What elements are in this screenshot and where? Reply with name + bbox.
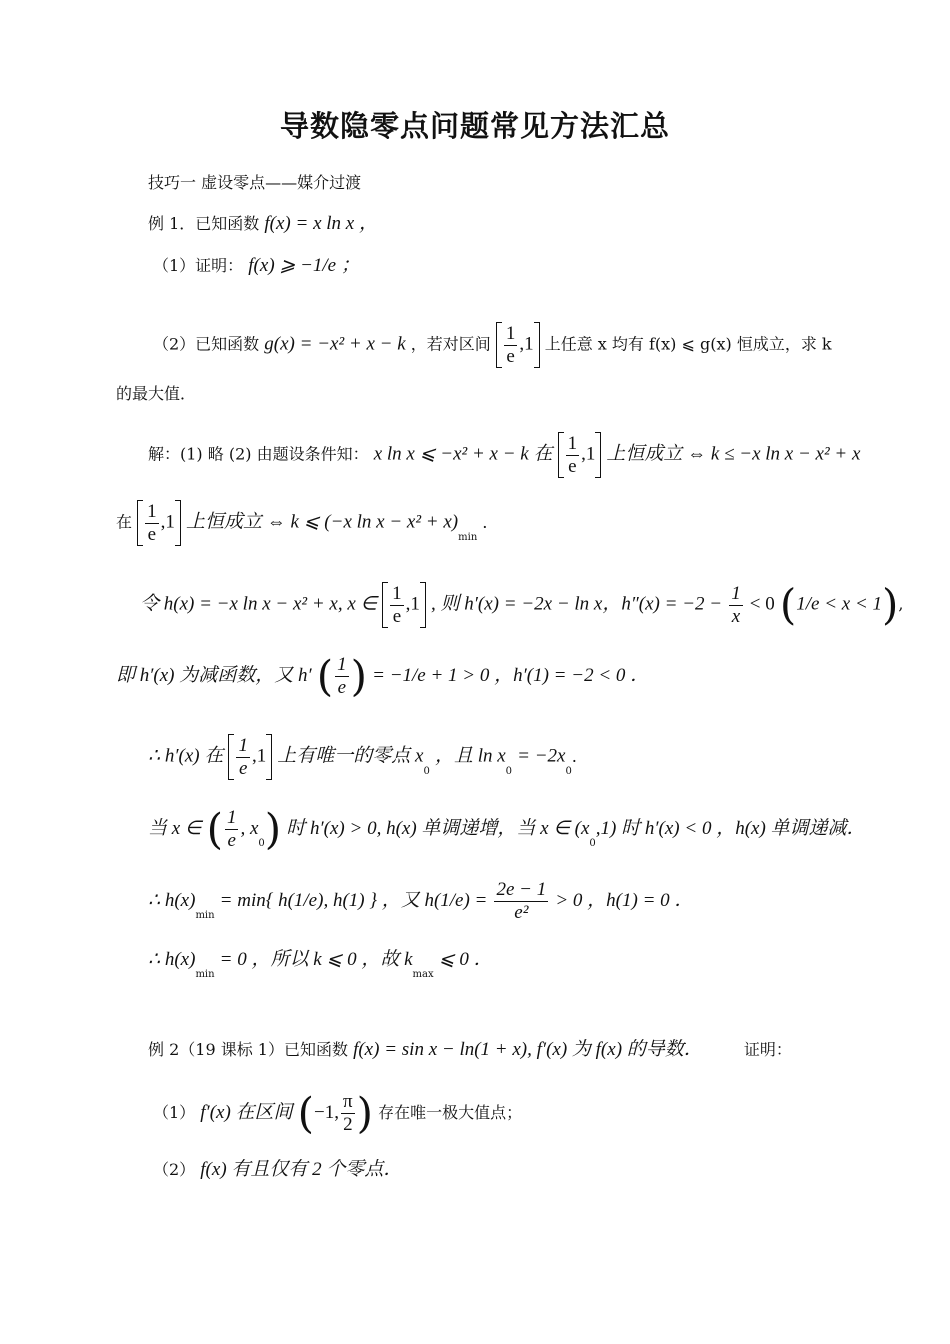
in-label: 在 [116, 512, 133, 532]
interval-bracket-left [558, 432, 564, 478]
interval-upper: ,1 [519, 333, 534, 355]
when-x-in: 当 x ∈ [148, 817, 202, 839]
example1-part1 [153, 256, 360, 275]
example2-formula: f(x) = sin x − ln(1 + x), f′(x) 为 f(x) 的导数． [353, 1039, 703, 1060]
subscript-0: 0 [589, 837, 596, 849]
therefore-statement: ∴ h′(x) 在 [148, 745, 224, 767]
fraction-1-over-e: $\frac{1}{e}$ [337, 654, 347, 698]
equals-2x0: = −2x [517, 745, 566, 767]
example2-intro [148, 1040, 792, 1059]
paren-right: ) [264, 804, 282, 854]
min-expression: 上恒成立 ⇔ k ⩽ (−x ln x − x² + x) [185, 511, 459, 533]
part2-text: f(x) 有且仅有 2 个零点． [200, 1159, 403, 1180]
h-min: ∴ h(x) [148, 949, 196, 970]
h-derivatives: , 则 h′(x) = −2x − ln x，h″(x) = −2 − [431, 593, 723, 615]
derivative-values: = −1/e + 1 > 0 ，h′(1) = −2 < 0 ． [372, 664, 650, 686]
fraction-1-over-e: $\frac{1}{e}$ [505, 322, 516, 367]
paren-left: ( [316, 651, 334, 701]
interval-bracket-left [496, 322, 502, 368]
part1-text: f′(x) 在区间 [200, 1101, 293, 1123]
example2-part2 [153, 1160, 402, 1179]
paren-right: ) [356, 1088, 373, 1138]
interval-bracket-left [137, 500, 143, 546]
fraction-1-over-e: $\frac{1}{e}$ [567, 432, 578, 477]
part1-label: （1） [153, 1102, 196, 1122]
section-heading: 技巧一 虚设零点——媒介过渡 [148, 173, 362, 192]
interval-bracket-left [382, 582, 388, 628]
period: ． [571, 746, 588, 766]
part2-interval-text: ，若对区间 [410, 334, 491, 354]
interval-bracket-right [595, 432, 601, 478]
solution-line-8 [148, 949, 493, 980]
interval-lower: −1, [314, 1101, 340, 1123]
subscript-0: 0 [258, 837, 265, 849]
max-subscript: max [412, 969, 434, 980]
interval-bracket-left [228, 734, 234, 780]
part2-label: （2） [153, 1160, 196, 1179]
interval-bracket-right [420, 582, 426, 628]
solution-equivalence: 上恒成立 ⇔ k ≤ −x ln x − x² + x [606, 443, 861, 465]
paren-left: ( [206, 804, 223, 854]
example2-label: 例 2（19 课标 1）已知函数 [148, 1040, 348, 1059]
fraction-1-over-e: $\frac{1}{e}$ [147, 500, 157, 545]
paren-right: ) [882, 580, 899, 629]
x0-bound: , x [240, 817, 259, 839]
increasing-statement: 时 h′(x) > 0, h(x) 单调递增，当 x ∈ (x [286, 817, 590, 839]
min-comparison: = min{ h(1/e), h(1) } ，又 h(1/e) = [219, 889, 488, 911]
ln-x0: ，且 ln x [434, 745, 506, 767]
decreasing-statement: ,1) 时 h′(x) < 0 ，h(x) 单调递减． [595, 817, 866, 839]
solution-line-2 [116, 500, 498, 546]
part1-label: （1）证明： [153, 256, 244, 275]
example1-label: 例 1．已知函数 [148, 214, 260, 233]
prove-label: 证明： [743, 1040, 792, 1059]
interval-upper: ,1 [581, 443, 596, 465]
solution-line-6 [148, 804, 866, 854]
interval-bracket-right [534, 322, 540, 368]
fraction-1-over-x: $\frac{1}{x}$ [731, 582, 741, 627]
decreasing-statement: 即 h′(x) 为减函数，又 h′ [116, 664, 312, 686]
k-conclusion: = 0 ，所以 k ⩽ 0 ，故 k [219, 949, 413, 970]
min-subscript: min [458, 531, 478, 543]
solution-inequality: x ln x ⩽ −x² + x − k 在 [373, 443, 553, 465]
interval-upper: ,1 [405, 593, 420, 615]
part1-formula: f(x) ⩾ −1/e ； [248, 255, 360, 276]
example2-part1 [153, 1088, 523, 1138]
interval-upper: ,1 [251, 745, 267, 767]
paren-right: ) [350, 651, 368, 701]
example1-intro [148, 214, 378, 233]
less-than-zero: < 0 [749, 593, 775, 615]
fraction-1-over-e: $\frac{1}{e}$ [226, 807, 237, 851]
unique-zero: 上有唯一的零点 x [277, 745, 424, 767]
solution-label: 解：(1) 略 (2) 由题设条件知： [148, 444, 369, 464]
x-range: 1/e < x < 1 [796, 593, 883, 615]
part2-condition: 上任意 x 均有 f(x) ⩽ g(x) 恒成立，求 k [544, 334, 832, 354]
interval-bracket-right [175, 500, 181, 546]
part1-conclusion: 存在唯一极大值点； [378, 1102, 523, 1122]
subscript-0: 0 [565, 765, 572, 777]
example1-formula: f(x) = x ln x ， [264, 213, 378, 234]
subscript-0: 0 [505, 765, 513, 777]
min-subscript: min [195, 969, 215, 980]
h-min: ∴ h(x) [148, 889, 196, 911]
min-subscript: min [195, 909, 215, 921]
fraction-pi-over-2: $\frac{\pi}{2}$ [343, 1091, 353, 1135]
example1-part2-cont: 的最大值． [116, 384, 197, 403]
part2-g-formula: g(x) = −x² + x − k [264, 333, 406, 355]
example1-part2 [153, 322, 832, 368]
fraction-1-over-e: $\frac{1}{e}$ [392, 582, 402, 627]
solution-line-1 [148, 432, 860, 478]
fraction-2e-minus-1-over-e2: $\frac{2e - 1}{\text{e²}}$ [496, 879, 547, 923]
page-title: 导数隐零点问题常见方法汇总 [279, 109, 670, 143]
values-result: > 0 ，h(1) = 0 ． [555, 889, 694, 911]
fraction-1-over-e: $\frac{1}{e}$ [238, 734, 248, 779]
h-definition: 令 h(x) = −x ln x − x² + x, x ∈ [140, 593, 378, 615]
part2-label: （2）已知函数 [153, 334, 260, 354]
paren-left: ( [297, 1088, 315, 1138]
period: ． [482, 512, 499, 532]
paren-left: ( [779, 580, 797, 629]
solution-line-5 [148, 734, 588, 780]
subscript-0: 0 [423, 765, 430, 777]
solution-line-4 [116, 651, 650, 701]
solution-line-7 [148, 880, 693, 923]
k-max-result: ⩽ 0 ． [438, 949, 493, 970]
solution-line-3: 令 h(x) = −x ln x − x² + x, x ∈ $\frac{1}{e}$ ,1 , 则 h′(x) = −2x − ln x，h″(x) = −2 − $\frac{1}{x}$ < 0 (1/e < x < 1), [140, 580, 904, 629]
interval-upper: ,1 [160, 511, 175, 533]
interval-bracket-right [266, 734, 272, 780]
